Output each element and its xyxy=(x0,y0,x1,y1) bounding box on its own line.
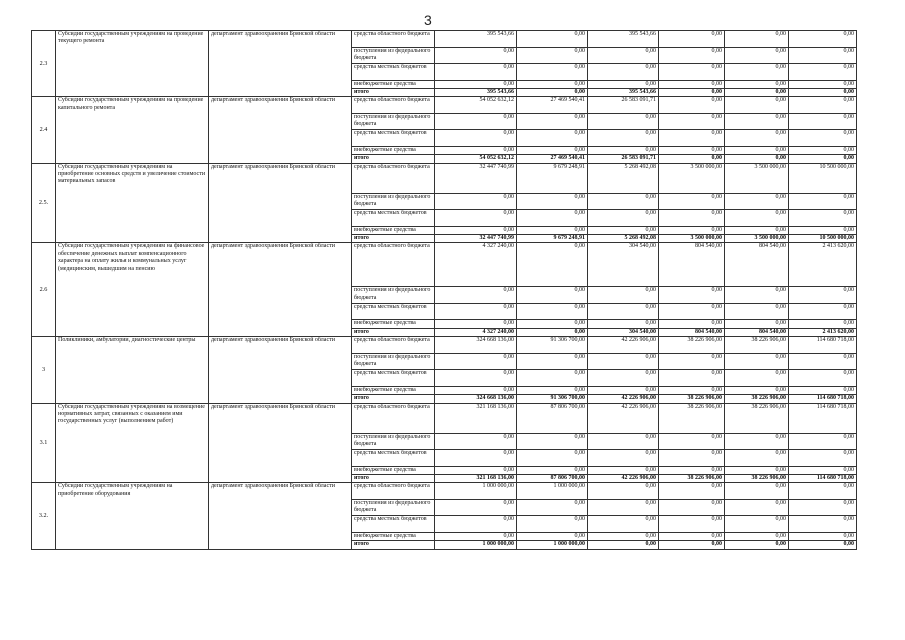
amount-cell: 0,00 xyxy=(659,226,725,234)
amount-cell: 0,00 xyxy=(588,146,659,154)
amount-cell: 0,00 xyxy=(517,370,588,387)
amount-cell: 0,00 xyxy=(659,97,725,114)
amount-cell: 0,00 xyxy=(659,31,725,48)
amount-cell: 0,00 xyxy=(725,146,789,154)
funding-source: средства местных бюджетов xyxy=(352,210,435,227)
table-row xyxy=(32,243,857,287)
amount-cell: 0,00 xyxy=(725,320,789,328)
amount-cell: 0,00 xyxy=(725,466,789,474)
funding-source: средства местных бюджетов xyxy=(352,450,435,467)
amount-cell: 27 469 540,41 xyxy=(517,155,588,163)
amount-cell: 0,00 xyxy=(588,353,659,370)
funding-source: средства областного бюджета xyxy=(352,403,435,433)
amount-cell: 3 500 000,00 xyxy=(659,163,725,193)
amount-cell: 87 806 700,00 xyxy=(517,474,588,482)
amount-cell: 1 000 000,00 xyxy=(517,541,588,549)
amount-cell: 54 052 632,12 xyxy=(435,97,517,114)
amount-cell: 804 540,00 xyxy=(659,328,725,336)
amount-cell: 0,00 xyxy=(725,287,789,304)
amount-cell: 10 500 000,00 xyxy=(789,163,857,193)
amount-cell: 0,00 xyxy=(435,516,517,533)
amount-cell: 0,00 xyxy=(588,483,659,500)
amount-cell: 0,00 xyxy=(789,97,857,114)
funding-source: итого xyxy=(352,474,435,482)
amount-cell: 0,00 xyxy=(725,433,789,450)
amount-cell: 9 679 248,91 xyxy=(517,163,588,193)
amount-cell: 0,00 xyxy=(725,130,789,147)
amount-cell: 0,00 xyxy=(517,226,588,234)
amount-cell: 114 680 718,00 xyxy=(789,337,857,354)
amount-cell: 2 413 620,00 xyxy=(789,328,857,336)
amount-cell: 0,00 xyxy=(789,370,857,387)
amount-cell: 91 306 700,00 xyxy=(517,337,588,354)
amount-cell: 0,00 xyxy=(435,80,517,88)
funding-source: поступления из федерального бюджета xyxy=(352,113,435,130)
amount-cell: 0,00 xyxy=(588,210,659,227)
amount-cell: 0,00 xyxy=(659,370,725,387)
amount-cell: 0,00 xyxy=(725,47,789,64)
amount-cell: 395 543,66 xyxy=(435,88,517,96)
amount-cell: 0,00 xyxy=(435,450,517,467)
amount-cell: 26 583 091,71 xyxy=(588,97,659,114)
item-number: 2.3 xyxy=(32,31,56,97)
amount-cell: 0,00 xyxy=(659,64,725,81)
amount-cell: 0,00 xyxy=(659,541,725,549)
amount-cell: 0,00 xyxy=(588,541,659,549)
amount-cell: 0,00 xyxy=(517,386,588,394)
amount-cell: 321 168 136,00 xyxy=(435,403,517,433)
amount-cell: 0,00 xyxy=(435,303,517,320)
funding-source: итого xyxy=(352,328,435,336)
amount-cell: 0,00 xyxy=(789,483,857,500)
amount-cell: 304 540,00 xyxy=(588,328,659,336)
funding-source: средства областного бюджета xyxy=(352,163,435,193)
amount-cell: 3 500 000,00 xyxy=(725,235,789,243)
amount-cell: 0,00 xyxy=(588,499,659,516)
item-number: 2.4 xyxy=(32,97,56,163)
funding-source: внебюджетные средства xyxy=(352,532,435,540)
amount-cell: 0,00 xyxy=(588,226,659,234)
item-number: 2.5. xyxy=(32,163,56,243)
amount-cell: 0,00 xyxy=(725,113,789,130)
amount-cell: 0,00 xyxy=(789,130,857,147)
amount-cell: 0,00 xyxy=(725,516,789,533)
amount-cell: 0,00 xyxy=(789,303,857,320)
funding-source: итого xyxy=(352,235,435,243)
table-row xyxy=(32,403,857,433)
funding-source: поступления из федерального бюджета xyxy=(352,353,435,370)
item-name: Субсидии государственным учреждениям на проведение текущего ремонта xyxy=(56,31,209,97)
item-number: 2.6 xyxy=(32,243,56,337)
funding-source: поступления из федерального бюджета xyxy=(352,47,435,64)
amount-cell: 0,00 xyxy=(789,155,857,163)
amount-cell: 0,00 xyxy=(517,516,588,533)
amount-cell: 0,00 xyxy=(517,532,588,540)
item-name: Субсидии государственным учреждениям на приобретение основных средств и увеличение стоимости материальных запасов xyxy=(56,163,209,243)
funding-source: внебюджетные средства xyxy=(352,320,435,328)
amount-cell: 0,00 xyxy=(659,193,725,210)
amount-cell: 0,00 xyxy=(517,193,588,210)
amount-cell: 0,00 xyxy=(588,80,659,88)
amount-cell: 0,00 xyxy=(725,370,789,387)
amount-cell: 4 327 240,00 xyxy=(435,328,517,336)
responsible-department: департамент здравоохранения Брянской области xyxy=(209,97,352,163)
amount-cell: 0,00 xyxy=(435,466,517,474)
amount-cell: 0,00 xyxy=(435,130,517,147)
amount-cell: 0,00 xyxy=(435,532,517,540)
amount-cell: 0,00 xyxy=(435,146,517,154)
amount-cell: 0,00 xyxy=(517,499,588,516)
amount-cell: 0,00 xyxy=(435,370,517,387)
amount-cell: 38 226 906,00 xyxy=(659,395,725,403)
amount-cell: 38 226 906,00 xyxy=(659,337,725,354)
funding-source: внебюджетные средства xyxy=(352,80,435,88)
amount-cell: 0,00 xyxy=(789,210,857,227)
amount-cell: 2 413 620,00 xyxy=(789,243,857,287)
amount-cell: 0,00 xyxy=(659,287,725,304)
amount-cell: 0,00 xyxy=(517,210,588,227)
amount-cell: 0,00 xyxy=(517,130,588,147)
amount-cell: 0,00 xyxy=(789,31,857,48)
amount-cell: 38 226 906,00 xyxy=(725,337,789,354)
item-number: 3.2. xyxy=(32,483,56,549)
amount-cell: 0,00 xyxy=(588,370,659,387)
amount-cell: 0,00 xyxy=(517,466,588,474)
amount-cell: 0,00 xyxy=(588,532,659,540)
amount-cell: 0,00 xyxy=(517,243,588,287)
amount-cell: 0,00 xyxy=(789,466,857,474)
amount-cell: 0,00 xyxy=(789,320,857,328)
amount-cell: 804 540,00 xyxy=(725,243,789,287)
amount-cell: 0,00 xyxy=(789,287,857,304)
amount-cell: 395 543,66 xyxy=(588,88,659,96)
amount-cell: 0,00 xyxy=(517,47,588,64)
amount-cell: 0,00 xyxy=(435,320,517,328)
amount-cell: 0,00 xyxy=(588,433,659,450)
amount-cell: 0,00 xyxy=(789,113,857,130)
amount-cell: 0,00 xyxy=(588,113,659,130)
table-row xyxy=(32,97,857,114)
amount-cell: 0,00 xyxy=(517,433,588,450)
amount-cell: 0,00 xyxy=(435,113,517,130)
amount-cell: 0,00 xyxy=(725,155,789,163)
funding-source: итого xyxy=(352,88,435,96)
amount-cell: 0,00 xyxy=(517,88,588,96)
table-row xyxy=(32,337,857,354)
funding-source: средства областного бюджета xyxy=(352,483,435,500)
item-name: Субсидии государственным учреждениям на проведение капитального ремонта xyxy=(56,97,209,163)
amount-cell: 0,00 xyxy=(659,303,725,320)
amount-cell: 1 000 000,00 xyxy=(517,483,588,500)
amount-cell: 0,00 xyxy=(789,499,857,516)
funding-source: итого xyxy=(352,155,435,163)
amount-cell: 0,00 xyxy=(517,287,588,304)
funding-source: средства местных бюджетов xyxy=(352,64,435,81)
amount-cell: 0,00 xyxy=(659,386,725,394)
amount-cell: 1 000 000,00 xyxy=(435,483,517,500)
amount-cell: 0,00 xyxy=(517,113,588,130)
amount-cell: 0,00 xyxy=(725,353,789,370)
amount-cell: 395 543,66 xyxy=(588,31,659,48)
amount-cell: 0,00 xyxy=(435,193,517,210)
amount-cell: 91 306 700,00 xyxy=(517,395,588,403)
amount-cell: 0,00 xyxy=(659,146,725,154)
funding-source: средства областного бюджета xyxy=(352,31,435,48)
amount-cell: 804 540,00 xyxy=(725,328,789,336)
amount-cell: 0,00 xyxy=(725,450,789,467)
amount-cell: 0,00 xyxy=(588,130,659,147)
budget-table xyxy=(31,30,857,550)
funding-source: поступления из федерального бюджета xyxy=(352,287,435,304)
funding-source: внебюджетные средства xyxy=(352,226,435,234)
amount-cell: 0,00 xyxy=(659,210,725,227)
amount-cell: 0,00 xyxy=(659,130,725,147)
amount-cell: 0,00 xyxy=(435,226,517,234)
responsible-department: департамент здравоохранения Брянской области xyxy=(209,483,352,549)
amount-cell: 0,00 xyxy=(659,466,725,474)
amount-cell: 42 226 906,00 xyxy=(588,474,659,482)
amount-cell: 0,00 xyxy=(789,146,857,154)
amount-cell: 0,00 xyxy=(517,320,588,328)
amount-cell: 0,00 xyxy=(659,80,725,88)
amount-cell: 324 668 136,00 xyxy=(435,395,517,403)
amount-cell: 0,00 xyxy=(588,47,659,64)
amount-cell: 0,00 xyxy=(789,64,857,81)
amount-cell: 0,00 xyxy=(517,80,588,88)
amount-cell: 0,00 xyxy=(659,499,725,516)
funding-source: средства местных бюджетов xyxy=(352,130,435,147)
amount-cell: 0,00 xyxy=(659,353,725,370)
funding-source: средства областного бюджета xyxy=(352,97,435,114)
amount-cell: 0,00 xyxy=(789,532,857,540)
amount-cell: 0,00 xyxy=(725,303,789,320)
table-row xyxy=(32,31,857,48)
amount-cell: 0,00 xyxy=(588,466,659,474)
amount-cell: 114 680 718,00 xyxy=(789,474,857,482)
amount-cell: 0,00 xyxy=(517,146,588,154)
amount-cell: 0,00 xyxy=(588,386,659,394)
responsible-department: департамент здравоохранения Брянской области xyxy=(209,31,352,97)
amount-cell: 42 226 906,00 xyxy=(588,337,659,354)
amount-cell: 0,00 xyxy=(789,450,857,467)
amount-cell: 0,00 xyxy=(588,320,659,328)
amount-cell: 0,00 xyxy=(435,287,517,304)
amount-cell: 0,00 xyxy=(725,80,789,88)
amount-cell: 1 000 000,00 xyxy=(435,541,517,549)
amount-cell: 0,00 xyxy=(789,541,857,549)
funding-source: итого xyxy=(352,395,435,403)
amount-cell: 114 680 718,00 xyxy=(789,395,857,403)
amount-cell: 4 327 240,00 xyxy=(435,243,517,287)
amount-cell: 304 540,00 xyxy=(588,243,659,287)
item-number: 3 xyxy=(32,337,56,403)
amount-cell: 0,00 xyxy=(725,541,789,549)
amount-cell: 38 226 906,00 xyxy=(725,395,789,403)
amount-cell: 0,00 xyxy=(517,303,588,320)
amount-cell: 0,00 xyxy=(659,450,725,467)
funding-source: поступления из федерального бюджета xyxy=(352,499,435,516)
amount-cell: 0,00 xyxy=(725,64,789,81)
table-row xyxy=(32,163,857,193)
amount-cell: 0,00 xyxy=(588,450,659,467)
amount-cell: 114 680 718,00 xyxy=(789,403,857,433)
amount-cell: 0,00 xyxy=(725,88,789,96)
amount-cell: 0,00 xyxy=(659,320,725,328)
amount-cell: 9 679 248,91 xyxy=(517,235,588,243)
amount-cell: 5 268 492,08 xyxy=(588,235,659,243)
table-row xyxy=(32,483,857,500)
funding-source: внебюджетные средства xyxy=(352,386,435,394)
item-name: Поликлиники, амбулатории, диагностические центры xyxy=(56,337,209,403)
funding-source: средства областного бюджета xyxy=(352,337,435,354)
amount-cell: 0,00 xyxy=(789,80,857,88)
amount-cell: 0,00 xyxy=(659,155,725,163)
amount-cell: 0,00 xyxy=(588,303,659,320)
amount-cell: 0,00 xyxy=(659,88,725,96)
amount-cell: 0,00 xyxy=(659,47,725,64)
amount-cell: 0,00 xyxy=(725,193,789,210)
amount-cell: 0,00 xyxy=(789,433,857,450)
amount-cell: 0,00 xyxy=(789,516,857,533)
page-number: 3 xyxy=(424,12,432,28)
funding-source: внебюджетные средства xyxy=(352,146,435,154)
amount-cell: 324 668 136,00 xyxy=(435,337,517,354)
funding-source: средства местных бюджетов xyxy=(352,370,435,387)
responsible-department: департамент здравоохранения Брянской области xyxy=(209,337,352,403)
item-name: Субсидии государственным учреждениям на финансовое обеспечение денежных выплат компенсационного характера на оплату жилья и коммунальных услуг (медицинским, вышедшим на пенсию xyxy=(56,243,209,337)
amount-cell: 38 226 906,00 xyxy=(659,474,725,482)
amount-cell: 0,00 xyxy=(789,193,857,210)
amount-cell: 0,00 xyxy=(659,532,725,540)
amount-cell: 0,00 xyxy=(725,532,789,540)
amount-cell: 3 500 000,00 xyxy=(725,163,789,193)
amount-cell: 87 806 700,00 xyxy=(517,403,588,433)
amount-cell: 0,00 xyxy=(789,353,857,370)
amount-cell: 0,00 xyxy=(435,64,517,81)
amount-cell: 0,00 xyxy=(789,47,857,64)
amount-cell: 321 168 136,00 xyxy=(435,474,517,482)
amount-cell: 0,00 xyxy=(659,433,725,450)
amount-cell: 27 469 540,41 xyxy=(517,97,588,114)
amount-cell: 42 226 906,00 xyxy=(588,395,659,403)
amount-cell: 38 226 906,00 xyxy=(659,403,725,433)
funding-source: поступления из федерального бюджета xyxy=(352,193,435,210)
amount-cell: 0,00 xyxy=(789,88,857,96)
amount-cell: 0,00 xyxy=(517,328,588,336)
amount-cell: 0,00 xyxy=(517,64,588,81)
amount-cell: 0,00 xyxy=(725,226,789,234)
responsible-department: департамент здравоохранения Брянской области xyxy=(209,243,352,337)
amount-cell: 0,00 xyxy=(588,64,659,81)
amount-cell: 0,00 xyxy=(725,210,789,227)
amount-cell: 5 268 492,08 xyxy=(588,163,659,193)
amount-cell: 0,00 xyxy=(517,353,588,370)
amount-cell: 395 543,66 xyxy=(435,31,517,48)
amount-cell: 0,00 xyxy=(435,210,517,227)
amount-cell: 26 583 091,71 xyxy=(588,155,659,163)
item-name: Субсидии государственным учреждениям на возмещение нормативных затрат, связанных с оказанием ими государственных услуг (выполнением работ) xyxy=(56,403,209,483)
amount-cell: 804 540,00 xyxy=(659,243,725,287)
amount-cell: 0,00 xyxy=(659,113,725,130)
amount-cell: 0,00 xyxy=(725,97,789,114)
amount-cell: 0,00 xyxy=(659,516,725,533)
amount-cell: 10 500 000,00 xyxy=(789,235,857,243)
amount-cell: 32 447 740,99 xyxy=(435,235,517,243)
amount-cell: 0,00 xyxy=(725,483,789,500)
amount-cell: 0,00 xyxy=(435,386,517,394)
funding-source: итого xyxy=(352,541,435,549)
funding-source: внебюджетные средства xyxy=(352,466,435,474)
amount-cell: 0,00 xyxy=(435,499,517,516)
amount-cell: 0,00 xyxy=(588,287,659,304)
amount-cell: 0,00 xyxy=(725,31,789,48)
responsible-department: департамент здравоохранения Брянской области xyxy=(209,403,352,483)
amount-cell: 42 226 906,00 xyxy=(588,403,659,433)
amount-cell: 0,00 xyxy=(588,193,659,210)
amount-cell: 38 226 906,00 xyxy=(725,403,789,433)
amount-cell: 0,00 xyxy=(789,226,857,234)
amount-cell: 0,00 xyxy=(517,450,588,467)
item-name: Субсидии государственным учреждениям на приобретение оборудования xyxy=(56,483,209,549)
item-number: 3.1 xyxy=(32,403,56,483)
responsible-department: департамент здравоохранения Брянской области xyxy=(209,163,352,243)
amount-cell: 0,00 xyxy=(435,433,517,450)
funding-source: средства местных бюджетов xyxy=(352,303,435,320)
funding-source: средства областного бюджета xyxy=(352,243,435,287)
amount-cell: 0,00 xyxy=(659,483,725,500)
funding-source: средства местных бюджетов xyxy=(352,516,435,533)
amount-cell: 0,00 xyxy=(435,353,517,370)
amount-cell: 0,00 xyxy=(789,386,857,394)
amount-cell: 3 500 000,00 xyxy=(659,235,725,243)
amount-cell: 32 447 740,99 xyxy=(435,163,517,193)
amount-cell: 54 052 632,12 xyxy=(435,155,517,163)
amount-cell: 0,00 xyxy=(517,31,588,48)
amount-cell: 0,00 xyxy=(725,499,789,516)
amount-cell: 0,00 xyxy=(725,386,789,394)
funding-source: поступления из федерального бюджета xyxy=(352,433,435,450)
amount-cell: 0,00 xyxy=(435,47,517,64)
amount-cell: 38 226 906,00 xyxy=(725,474,789,482)
amount-cell: 0,00 xyxy=(588,516,659,533)
